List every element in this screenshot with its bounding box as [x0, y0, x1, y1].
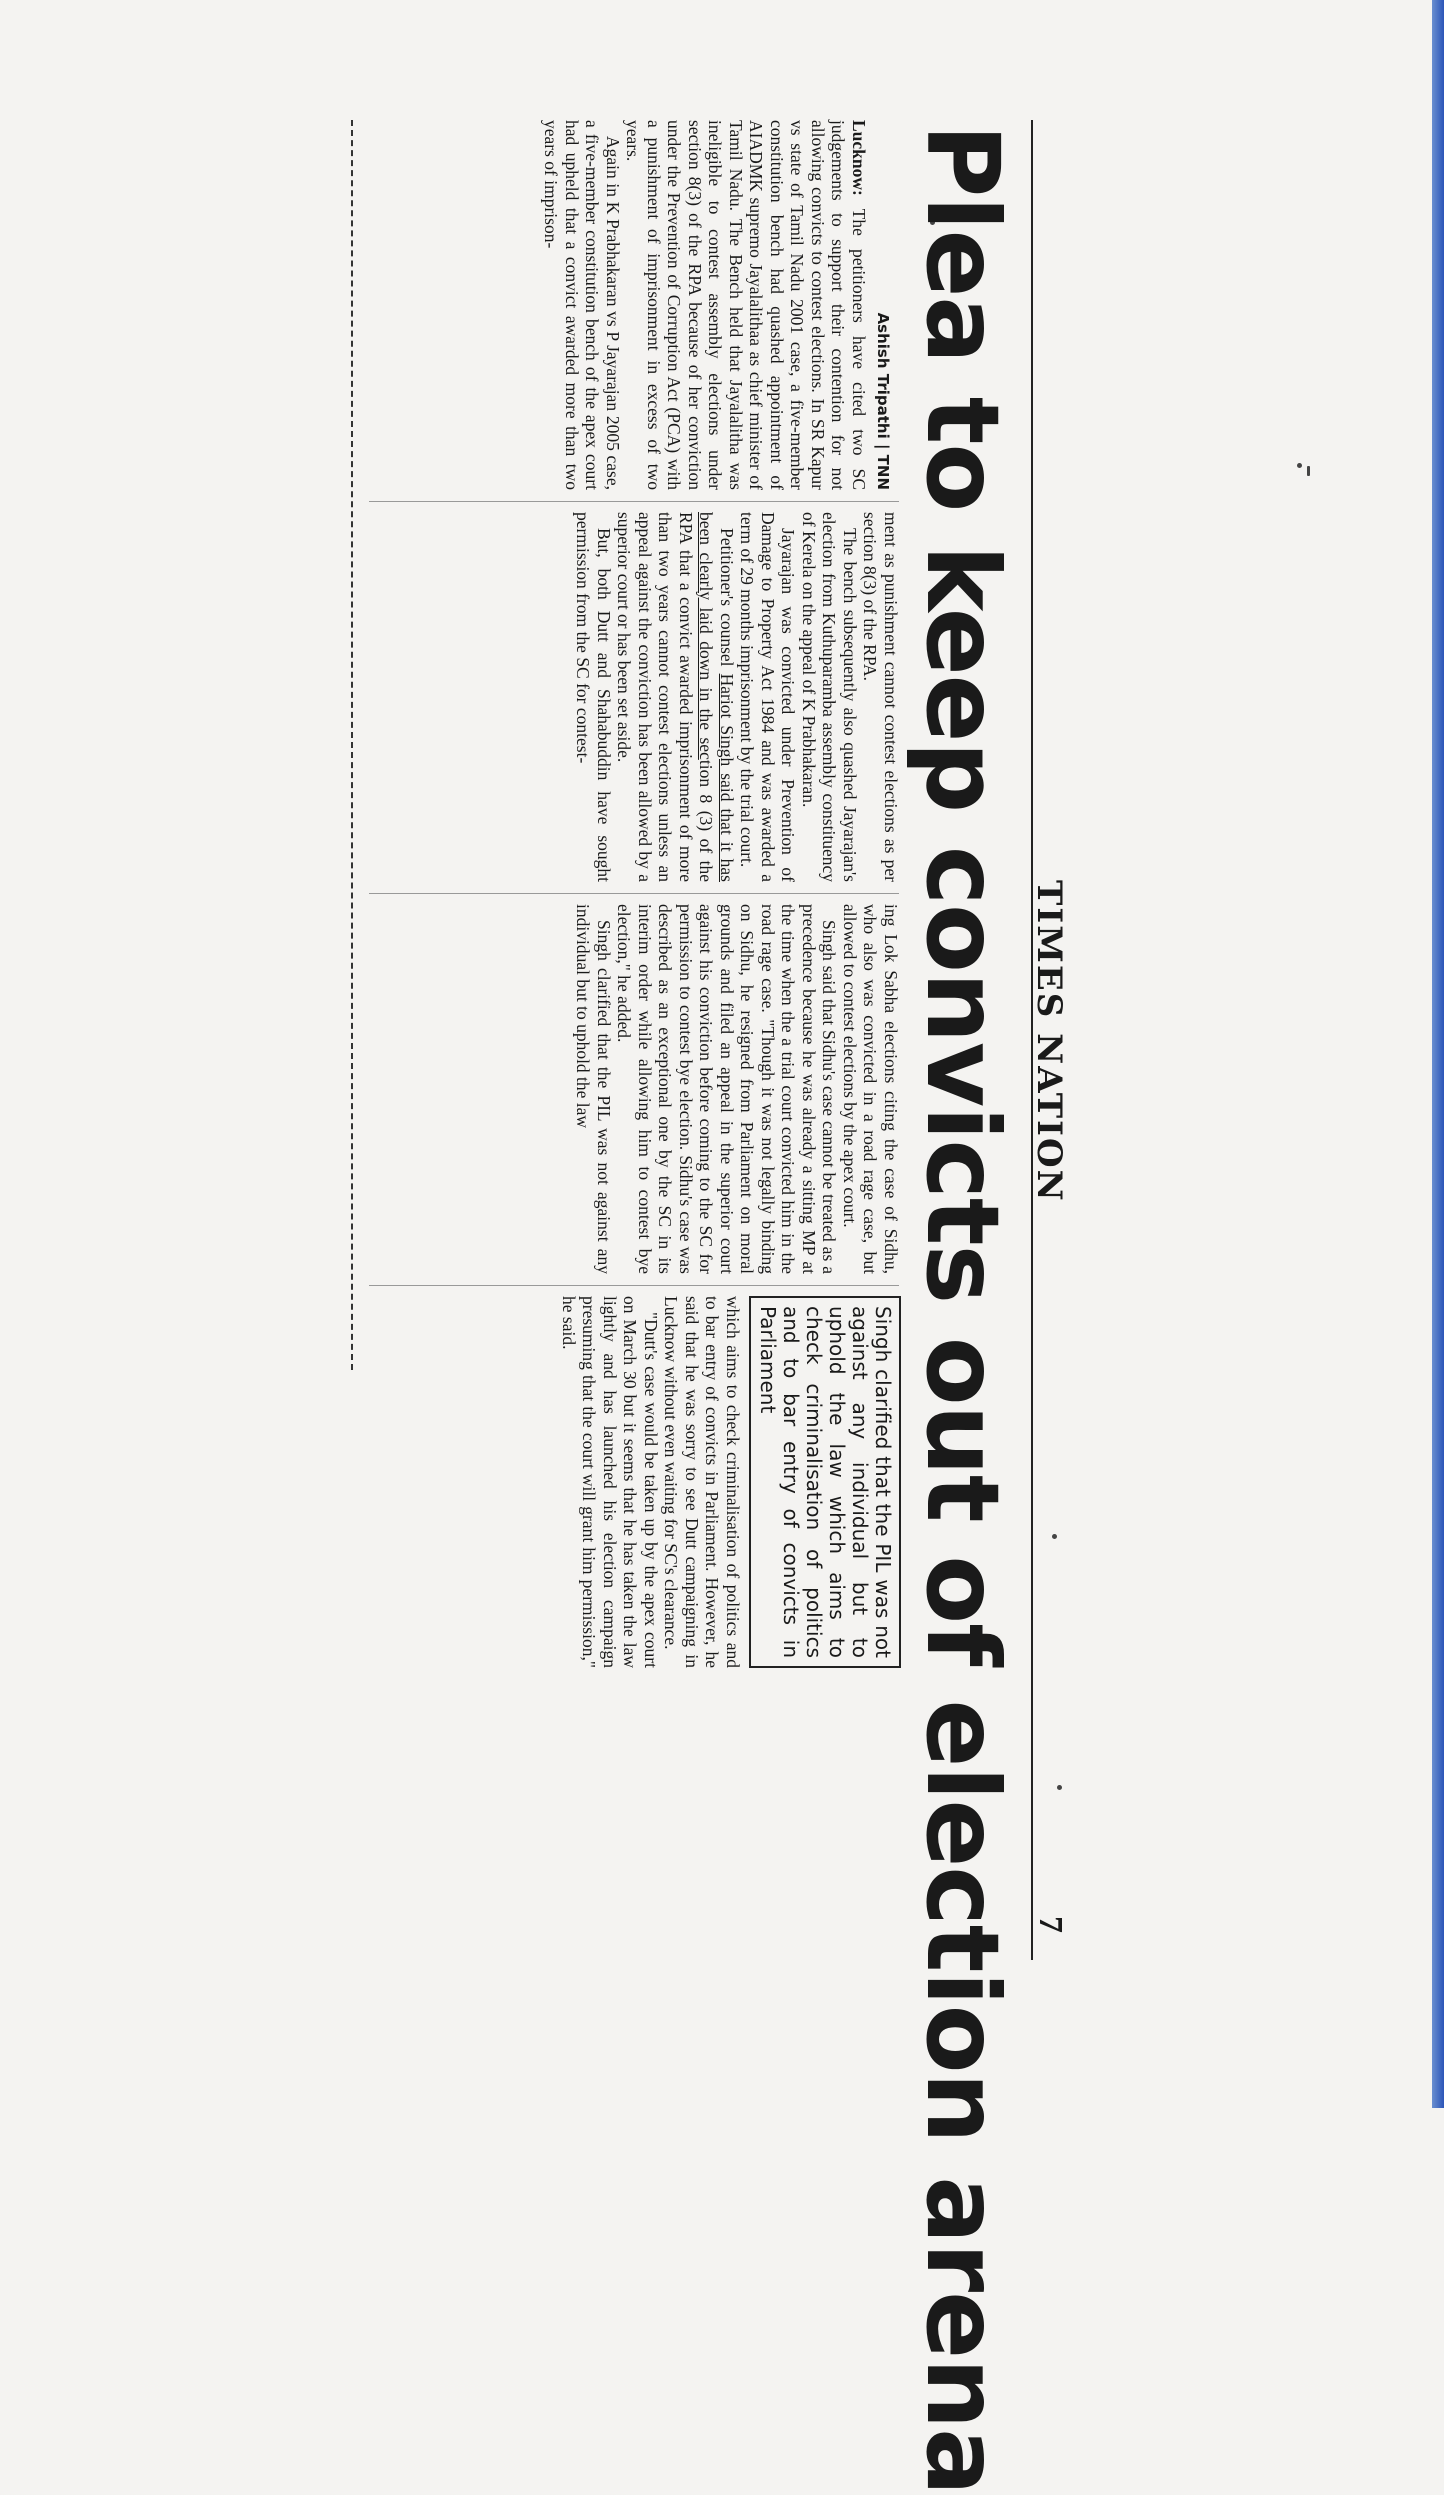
paragraph-text: tion 8 (3) of the RPA that a convict awarded imprisonment of more than two years cannot contest elections unless an appeal against the conviction has been allowed by a superior court or has been set aside. — [614, 512, 717, 882]
section-name: TIMES NATION — [1029, 880, 1069, 1203]
paragraph: which aims to check criminalisation of politics and to bar entry of convicts in Parliament. However, he said that he was sorry to see Dutt campaigning in Lucknow without even waiting for SC's clearance. — [661, 1296, 743, 1668]
paragraph — [623, 120, 869, 490]
column-divider — [369, 1285, 899, 1286]
paragraph: Jayarajan was convicted under Prevention of Damage to Property Act 1984 and was awarded a term of 29 months imprisonment by the trial court. — [737, 512, 799, 882]
paragraph: ing Lok Sabha elections citing the case of Sidhu, who also was convicted in a road rage case, but allowed to contest elections by the apex court. — [840, 904, 901, 1274]
paragraph: Again in K Prabhakaran vs P Jayarajan 2005 case, a five-member constitution bench of the apex court had upheld that a convict awarded more than two years of imprison- — [541, 120, 623, 490]
pull-quote: Singh clarified that the PIL was not against any individual but to uphold the law which aims to check criminalisation of politics and to bar entry of convicts in Parliament — [749, 1296, 901, 1668]
article-column-2 — [573, 512, 901, 882]
newspaper-clipping — [349, 120, 1069, 2495]
paragraph-text: The petitioners have cited two SC judgements to support their contention for not allowing convicts to contest elections. In SR Kapur vs state of Tamil Nadu 2001 case, a five-member constitution bench had quashed appointment of AIADMK supremo Jayalalithaa as chief minister of Tamil Nadu. The Bench held that Jayalalitha was ineligible to contest assembly elections under section 8(3) of the RPA because of her conviction under the Prevention of Corruption Act (PCA) with a punishment of imprisonment in excess of two years. — [623, 120, 869, 490]
paragraph: But, both Dutt and Shahabuddin have sought permission from the SC for contest- — [573, 512, 614, 882]
scan-speck — [1297, 463, 1302, 468]
paragraph: Singh clarified that the PIL was not against any individual but to uphold the law — [573, 904, 614, 1274]
underlined-text: Hariot Singh said that it has been clearly laid down in the sec — [696, 512, 737, 882]
paragraph: ment as punishment cannot contest elections as per section 8(3) of the RPA. — [860, 512, 901, 882]
paragraph: Singh said that Sidhu's case cannot be treated as a precedence because he was already a sitting MP at the time when the a trial court convicted him in the road rage case. "Though it was not legally binding on Sidhu, he resigned from Parliament on moral grounds and filed an appeal in the superior court against his conviction before coming to the SC for permission to contest bye election. Sidhu's case was described as an exceptional one by the SC in its interim order while allowing him to contest bye election," he added. — [614, 904, 840, 1274]
top-rule — [1031, 120, 1033, 1960]
dateline: Lucknow: — [849, 120, 869, 196]
scanner-edge — [1432, 0, 1444, 2108]
byline: Ashish Tripathi | TNN — [874, 312, 892, 490]
page-number: 7 — [1032, 1916, 1069, 1933]
column-divider — [369, 501, 899, 502]
headline: Plea to keep convicts out of election arena — [904, 124, 1021, 2495]
paragraph: The bench subsequently also quashed Jayarajan's election from Kuthuparamba assembly constituency of Kerela on the appeal of K Prabhakaran. — [799, 512, 860, 882]
article-column-1 — [541, 120, 869, 490]
paragraph: "Dutt's case would be taken up by the apex court on March 30 but it seems that he has taken the law lightly and has launched his election campaign presuming that the court will grant him permission," he said. — [559, 1296, 661, 1668]
article-column-3 — [573, 904, 901, 1274]
paragraph — [614, 512, 737, 882]
column-divider — [369, 893, 899, 894]
article-column-4 — [559, 1296, 902, 1668]
scan-speck — [1307, 466, 1310, 476]
cut-line — [351, 120, 353, 1370]
paragraph-text: Petitioner's counsel — [717, 528, 737, 674]
